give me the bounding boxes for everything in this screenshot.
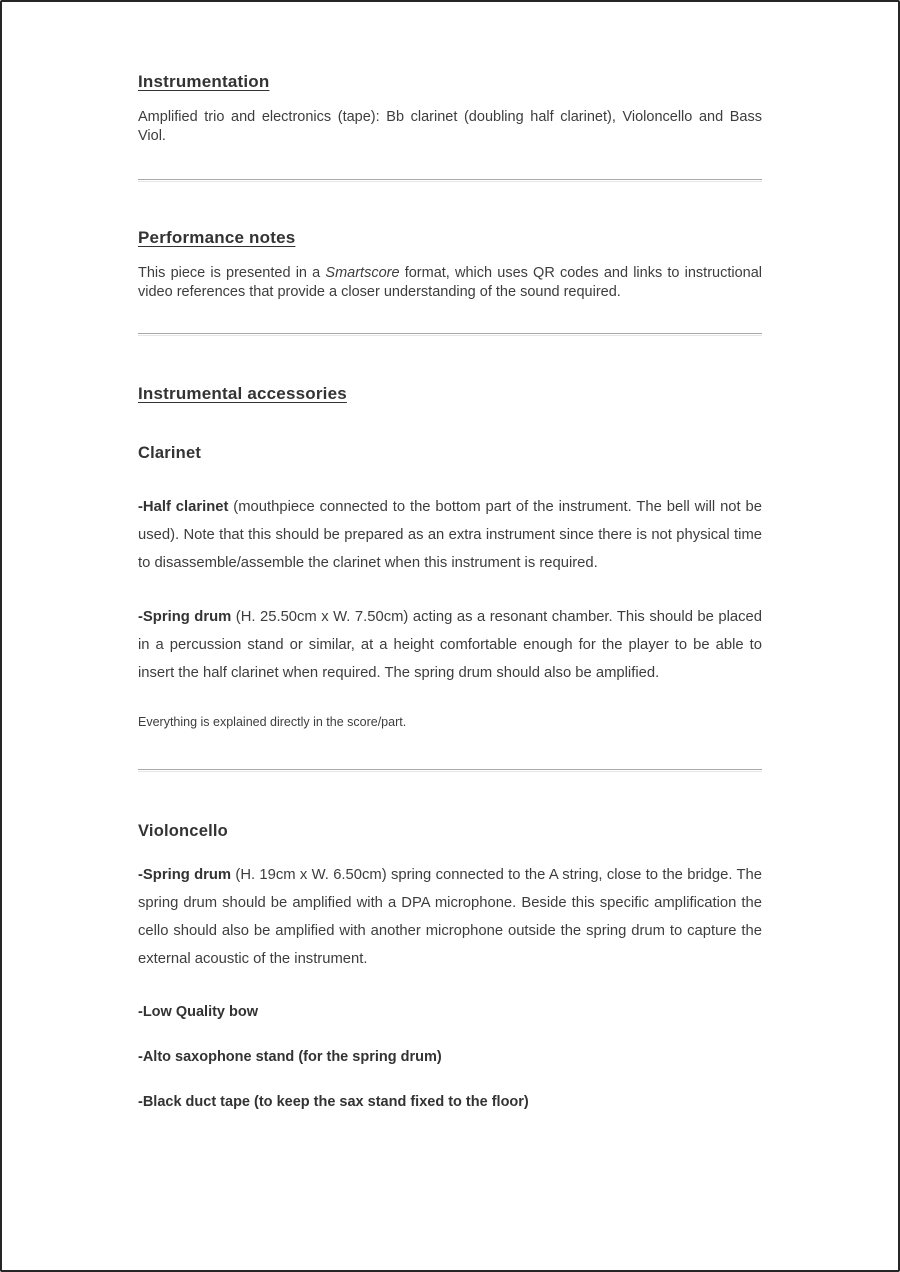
section-divider — [138, 333, 762, 336]
clarinet-spring-drum-text: (H. 25.50cm x W. 7.50cm) acting as a resonant chamber. This should be placed in a percussion stand or similar, at a height comfortable enough for the player to be able to insert the half clarinet when required. The spring drum should also be amplified. — [138, 608, 762, 682]
clarinet-spring-drum-label: -Spring drum — [138, 608, 232, 625]
score-part-note: Everything is explained directly in the score/part. — [138, 715, 407, 730]
cello-spring-drum-paragraph — [138, 861, 762, 973]
performance-notes-text-pre: This piece is presented in a — [138, 265, 326, 282]
instrumentation-heading: Instrumentation — [138, 72, 270, 91]
performance-notes-heading: Performance notes — [138, 228, 296, 248]
half-clarinet-label: -Half clarinet — [138, 498, 229, 515]
section-divider — [138, 769, 762, 772]
clarinet-spring-drum-paragraph — [138, 603, 762, 687]
document-content — [138, 2, 762, 1110]
instrumental-accessories-heading: Instrumental accessories — [138, 383, 347, 403]
performance-notes-body — [138, 264, 762, 302]
performance-notes-smartscore: Smartscore — [325, 265, 400, 282]
clarinet-heading: Clarinet — [138, 443, 202, 462]
accessory-item-sax-stand: -Alto saxophone stand (for the spring drum) — [138, 1048, 442, 1065]
half-clarinet-paragraph — [138, 493, 762, 577]
accessory-item-low-quality-bow: -Low Quality bow — [138, 1003, 259, 1020]
instrumentation-body: Amplified trio and electronics (tape): Bb clarinet (doubling half clarinet), Violoncello and Bass Viol. — [138, 109, 762, 145]
violoncello-heading: Violoncello — [138, 822, 228, 841]
section-divider — [138, 179, 762, 182]
half-clarinet-text: (mouthpiece connected to the bottom part of the instrument. The bell will not be used). Note that this should be prepared as an extra instrument since there is not physical time to disassemble/assemble the clarinet when this instrument is required. — [138, 498, 762, 571]
cello-spring-drum-text: (H. 19cm x W. 6.50cm) spring connected to the A string, close to the bridge. The spring drum should be amplified with a DPA microphone. Beside this specific amplification the cello should also be amplified with another microphone outside the spring drum to capture the external acoustic of the instrument. — [138, 867, 763, 968]
performance-notes-text-post: format, which uses QR codes and links to instructional video references that provide a closer understanding of the sound required. — [138, 265, 763, 301]
accessory-item-duct-tape: -Black duct tape (to keep the sax stand fixed to the floor) — [138, 1093, 529, 1110]
cello-spring-drum-label: -Spring drum — [138, 867, 232, 884]
